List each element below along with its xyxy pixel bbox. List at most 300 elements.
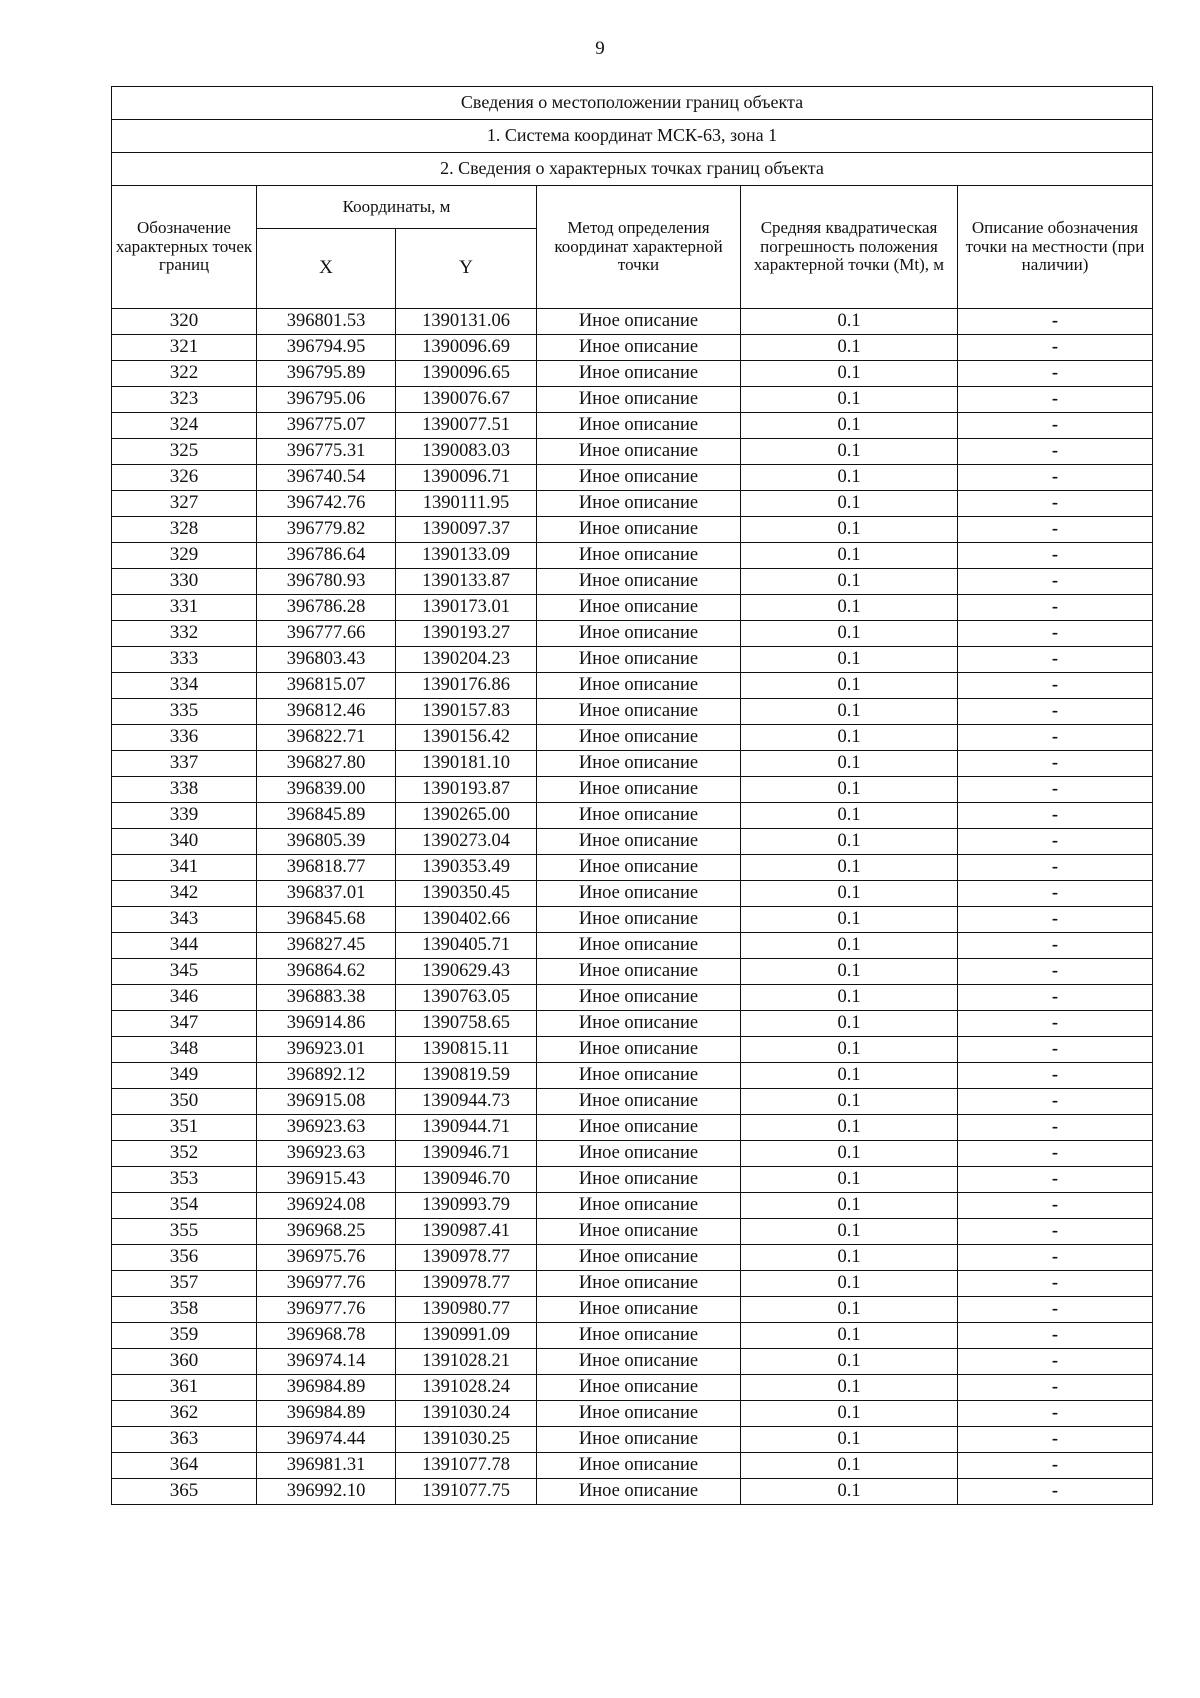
cell-y: 1390133.87 <box>396 569 537 595</box>
cell-point: 363 <box>112 1427 257 1453</box>
cell-x: 396777.66 <box>257 621 396 647</box>
cell-point: 350 <box>112 1089 257 1115</box>
cell-description: - <box>958 1375 1153 1401</box>
cell-y: 1390156.42 <box>396 725 537 751</box>
table-row <box>112 1479 1153 1505</box>
cell-method: Иное описание <box>537 361 741 387</box>
cell-x: 396827.80 <box>257 751 396 777</box>
table-row <box>112 1193 1153 1219</box>
cell-error: 0.1 <box>741 1193 958 1219</box>
cell-x: 396815.07 <box>257 673 396 699</box>
cell-y: 1390265.00 <box>396 803 537 829</box>
table-row <box>112 933 1153 959</box>
col-header-coords: Координаты, м <box>257 186 537 229</box>
cell-x: 396795.06 <box>257 387 396 413</box>
cell-point: 338 <box>112 777 257 803</box>
cell-x: 396805.39 <box>257 829 396 855</box>
col-header-description: Описание обозначения точки на местности (при наличии) <box>958 186 1153 309</box>
cell-y: 1390097.37 <box>396 517 537 543</box>
cell-x: 396864.62 <box>257 959 396 985</box>
cell-point: 322 <box>112 361 257 387</box>
cell-point: 327 <box>112 491 257 517</box>
cell-description: - <box>958 1011 1153 1037</box>
cell-error: 0.1 <box>741 933 958 959</box>
cell-point: 326 <box>112 465 257 491</box>
table-row <box>112 1349 1153 1375</box>
table-row <box>112 465 1153 491</box>
cell-y: 1390405.71 <box>396 933 537 959</box>
cell-method: Иное описание <box>537 933 741 959</box>
cell-description: - <box>958 439 1153 465</box>
cell-x: 396968.78 <box>257 1323 396 1349</box>
table-row <box>112 803 1153 829</box>
cell-point: 346 <box>112 985 257 1011</box>
cell-point: 331 <box>112 595 257 621</box>
cell-method: Иное описание <box>537 1167 741 1193</box>
table-row <box>112 959 1153 985</box>
cell-error: 0.1 <box>741 387 958 413</box>
cell-point: 335 <box>112 699 257 725</box>
cell-x: 396923.63 <box>257 1115 396 1141</box>
cell-method: Иное описание <box>537 517 741 543</box>
cell-x: 396839.00 <box>257 777 396 803</box>
cell-method: Иное описание <box>537 777 741 803</box>
table-row <box>112 673 1153 699</box>
cell-point: 362 <box>112 1401 257 1427</box>
cell-error: 0.1 <box>741 1089 958 1115</box>
cell-y: 1390946.71 <box>396 1141 537 1167</box>
cell-description: - <box>958 803 1153 829</box>
cell-y: 1391077.78 <box>396 1453 537 1479</box>
cell-y: 1391077.75 <box>396 1479 537 1505</box>
cell-x: 396984.89 <box>257 1401 396 1427</box>
cell-error: 0.1 <box>741 335 958 361</box>
cell-point: 344 <box>112 933 257 959</box>
col-header-x: X <box>257 229 396 309</box>
cell-method: Иное описание <box>537 1427 741 1453</box>
cell-y: 1391028.24 <box>396 1375 537 1401</box>
cell-y: 1390131.06 <box>396 309 537 335</box>
cell-error: 0.1 <box>741 699 958 725</box>
cell-description: - <box>958 933 1153 959</box>
table-row <box>112 1401 1153 1427</box>
cell-x: 396786.28 <box>257 595 396 621</box>
cell-y: 1390273.04 <box>396 829 537 855</box>
cell-y: 1390350.45 <box>396 881 537 907</box>
table-row <box>112 1011 1153 1037</box>
cell-x: 396977.76 <box>257 1271 396 1297</box>
cell-y: 1390076.67 <box>396 387 537 413</box>
cell-y: 1390353.49 <box>396 855 537 881</box>
cell-y: 1390077.51 <box>396 413 537 439</box>
table-row <box>112 491 1153 517</box>
cell-error: 0.1 <box>741 569 958 595</box>
cell-x: 396974.44 <box>257 1427 396 1453</box>
cell-x: 396786.64 <box>257 543 396 569</box>
cell-x: 396818.77 <box>257 855 396 881</box>
cell-point: 357 <box>112 1271 257 1297</box>
cell-description: - <box>958 1089 1153 1115</box>
cell-description: - <box>958 361 1153 387</box>
cell-error: 0.1 <box>741 1115 958 1141</box>
cell-error: 0.1 <box>741 751 958 777</box>
cell-description: - <box>958 1349 1153 1375</box>
cell-error: 0.1 <box>741 1479 958 1505</box>
cell-error: 0.1 <box>741 959 958 985</box>
table-row <box>112 569 1153 595</box>
cell-y: 1390176.86 <box>396 673 537 699</box>
cell-x: 396775.07 <box>257 413 396 439</box>
cell-description: - <box>958 335 1153 361</box>
cell-x: 396837.01 <box>257 881 396 907</box>
cell-error: 0.1 <box>741 1297 958 1323</box>
cell-method: Иное описание <box>537 1141 741 1167</box>
cell-y: 1391028.21 <box>396 1349 537 1375</box>
cell-description: - <box>958 1323 1153 1349</box>
cell-y: 1390978.77 <box>396 1271 537 1297</box>
cell-method: Иное описание <box>537 959 741 985</box>
cell-error: 0.1 <box>741 1141 958 1167</box>
cell-method: Иное описание <box>537 803 741 829</box>
cell-point: 320 <box>112 309 257 335</box>
cell-error: 0.1 <box>741 673 958 699</box>
cell-point: 360 <box>112 1349 257 1375</box>
cell-point: 351 <box>112 1115 257 1141</box>
cell-method: Иное описание <box>537 647 741 673</box>
table-body <box>112 309 1153 1505</box>
cell-point: 330 <box>112 569 257 595</box>
cell-point: 358 <box>112 1297 257 1323</box>
table-row <box>112 517 1153 543</box>
cell-description: - <box>958 959 1153 985</box>
table-row <box>112 387 1153 413</box>
cell-point: 323 <box>112 387 257 413</box>
cell-method: Иное описание <box>537 1219 741 1245</box>
cell-point: 339 <box>112 803 257 829</box>
cell-y: 1390111.95 <box>396 491 537 517</box>
cell-point: 341 <box>112 855 257 881</box>
cell-error: 0.1 <box>741 517 958 543</box>
table-row <box>112 1375 1153 1401</box>
cell-method: Иное описание <box>537 335 741 361</box>
cell-x: 396915.43 <box>257 1167 396 1193</box>
cell-y: 1390083.03 <box>396 439 537 465</box>
table-row <box>112 1037 1153 1063</box>
cell-error: 0.1 <box>741 777 958 803</box>
col-header-error: Средняя квадратическая погрешность положения характерной точки (Mt), м <box>741 186 958 309</box>
cell-y: 1390978.77 <box>396 1245 537 1271</box>
cell-method: Иное описание <box>537 1479 741 1505</box>
cell-error: 0.1 <box>741 1349 958 1375</box>
coord-system-heading: 1. Система координат МСК-63, зона 1 <box>112 120 1153 153</box>
cell-error: 0.1 <box>741 491 958 517</box>
table-row <box>112 725 1153 751</box>
cell-method: Иное описание <box>537 413 741 439</box>
cell-description: - <box>958 387 1153 413</box>
cell-error: 0.1 <box>741 361 958 387</box>
table-row <box>112 595 1153 621</box>
cell-description: - <box>958 413 1153 439</box>
cell-error: 0.1 <box>741 1375 958 1401</box>
cell-x: 396883.38 <box>257 985 396 1011</box>
table-title: Сведения о местоположении границ объекта <box>112 87 1153 120</box>
cell-error: 0.1 <box>741 621 958 647</box>
cell-description: - <box>958 465 1153 491</box>
cell-description: - <box>958 673 1153 699</box>
cell-method: Иное описание <box>537 543 741 569</box>
cell-description: - <box>958 543 1153 569</box>
cell-point: 355 <box>112 1219 257 1245</box>
cell-method: Иное описание <box>537 673 741 699</box>
col-header-point: Обозначение характерных точек границ <box>112 186 257 309</box>
cell-method: Иное описание <box>537 699 741 725</box>
cell-description: - <box>958 1297 1153 1323</box>
cell-error: 0.1 <box>741 439 958 465</box>
cell-y: 1390629.43 <box>396 959 537 985</box>
table-row <box>112 1271 1153 1297</box>
cell-y: 1390819.59 <box>396 1063 537 1089</box>
cell-method: Иное описание <box>537 595 741 621</box>
cell-x: 396801.53 <box>257 309 396 335</box>
cell-point: 352 <box>112 1141 257 1167</box>
cell-x: 396977.76 <box>257 1297 396 1323</box>
cell-description: - <box>958 1401 1153 1427</box>
cell-description: - <box>958 777 1153 803</box>
cell-y: 1390181.10 <box>396 751 537 777</box>
cell-method: Иное описание <box>537 1271 741 1297</box>
cell-point: 340 <box>112 829 257 855</box>
cell-x: 396915.08 <box>257 1089 396 1115</box>
cell-x: 396992.10 <box>257 1479 396 1505</box>
cell-method: Иное описание <box>537 1089 741 1115</box>
cell-point: 336 <box>112 725 257 751</box>
cell-description: - <box>958 881 1153 907</box>
cell-method: Иное описание <box>537 751 741 777</box>
table-row <box>112 1167 1153 1193</box>
cell-x: 396923.63 <box>257 1141 396 1167</box>
boundary-points-table <box>111 86 1153 1505</box>
cell-method: Иное описание <box>537 1063 741 1089</box>
cell-description: - <box>958 491 1153 517</box>
cell-point: 359 <box>112 1323 257 1349</box>
table-row <box>112 1245 1153 1271</box>
cell-point: 334 <box>112 673 257 699</box>
cell-x: 396822.71 <box>257 725 396 751</box>
table-row <box>112 621 1153 647</box>
cell-method: Иное описание <box>537 1349 741 1375</box>
cell-x: 396923.01 <box>257 1037 396 1063</box>
cell-x: 396845.89 <box>257 803 396 829</box>
cell-y: 1390157.83 <box>396 699 537 725</box>
cell-error: 0.1 <box>741 413 958 439</box>
cell-description: - <box>958 829 1153 855</box>
table-row <box>112 1453 1153 1479</box>
table-row <box>112 413 1153 439</box>
cell-point: 337 <box>112 751 257 777</box>
cell-y: 1390096.65 <box>396 361 537 387</box>
cell-point: 353 <box>112 1167 257 1193</box>
cell-description: - <box>958 1115 1153 1141</box>
cell-description: - <box>958 855 1153 881</box>
cell-description: - <box>958 1479 1153 1505</box>
cell-description: - <box>958 1245 1153 1271</box>
cell-x: 396794.95 <box>257 335 396 361</box>
cell-point: 365 <box>112 1479 257 1505</box>
cell-method: Иное описание <box>537 1401 741 1427</box>
cell-error: 0.1 <box>741 1167 958 1193</box>
section-heading: 2. Сведения о характерных точках границ объекта <box>112 153 1153 186</box>
cell-description: - <box>958 907 1153 933</box>
cell-error: 0.1 <box>741 1037 958 1063</box>
cell-x: 396924.08 <box>257 1193 396 1219</box>
cell-y: 1390944.71 <box>396 1115 537 1141</box>
cell-x: 396984.89 <box>257 1375 396 1401</box>
table-row <box>112 439 1153 465</box>
cell-method: Иное описание <box>537 569 741 595</box>
cell-method: Иное описание <box>537 829 741 855</box>
table-row <box>112 1141 1153 1167</box>
cell-method: Иное описание <box>537 621 741 647</box>
cell-error: 0.1 <box>741 1063 958 1089</box>
cell-error: 0.1 <box>741 881 958 907</box>
cell-description: - <box>958 1453 1153 1479</box>
cell-point: 324 <box>112 413 257 439</box>
table-row <box>112 335 1153 361</box>
cell-x: 396740.54 <box>257 465 396 491</box>
cell-error: 0.1 <box>741 1323 958 1349</box>
cell-point: 329 <box>112 543 257 569</box>
cell-description: - <box>958 985 1153 1011</box>
cell-error: 0.1 <box>741 1401 958 1427</box>
cell-y: 1390758.65 <box>396 1011 537 1037</box>
cell-y: 1390763.05 <box>396 985 537 1011</box>
cell-error: 0.1 <box>741 595 958 621</box>
cell-method: Иное описание <box>537 1011 741 1037</box>
cell-y: 1390096.69 <box>396 335 537 361</box>
cell-x: 396775.31 <box>257 439 396 465</box>
table-row <box>112 1089 1153 1115</box>
cell-x: 396780.93 <box>257 569 396 595</box>
cell-y: 1390096.71 <box>396 465 537 491</box>
cell-point: 321 <box>112 335 257 361</box>
cell-x: 396795.89 <box>257 361 396 387</box>
cell-y: 1390987.41 <box>396 1219 537 1245</box>
cell-y: 1390193.87 <box>396 777 537 803</box>
page-number: 9 <box>595 38 605 59</box>
cell-description: - <box>958 1141 1153 1167</box>
cell-description: - <box>958 699 1153 725</box>
cell-x: 396974.14 <box>257 1349 396 1375</box>
cell-description: - <box>958 569 1153 595</box>
cell-error: 0.1 <box>741 309 958 335</box>
cell-point: 333 <box>112 647 257 673</box>
cell-point: 354 <box>112 1193 257 1219</box>
cell-y: 1390173.01 <box>396 595 537 621</box>
cell-description: - <box>958 1167 1153 1193</box>
cell-description: - <box>958 595 1153 621</box>
col-header-y: Y <box>396 229 537 309</box>
cell-y: 1391030.24 <box>396 1401 537 1427</box>
cell-description: - <box>958 621 1153 647</box>
cell-error: 0.1 <box>741 907 958 933</box>
cell-y: 1390204.23 <box>396 647 537 673</box>
table-row <box>112 881 1153 907</box>
cell-error: 0.1 <box>741 829 958 855</box>
cell-y: 1390980.77 <box>396 1297 537 1323</box>
cell-method: Иное описание <box>537 1037 741 1063</box>
cell-error: 0.1 <box>741 803 958 829</box>
cell-y: 1391030.25 <box>396 1427 537 1453</box>
cell-method: Иное описание <box>537 1323 741 1349</box>
cell-point: 328 <box>112 517 257 543</box>
cell-y: 1390402.66 <box>396 907 537 933</box>
cell-method: Иное описание <box>537 1115 741 1141</box>
table-row <box>112 1219 1153 1245</box>
cell-y: 1390815.11 <box>396 1037 537 1063</box>
cell-x: 396975.76 <box>257 1245 396 1271</box>
table-row <box>112 309 1153 335</box>
table-row <box>112 647 1153 673</box>
cell-method: Иное описание <box>537 855 741 881</box>
cell-error: 0.1 <box>741 855 958 881</box>
cell-x: 396914.86 <box>257 1011 396 1037</box>
cell-method: Иное описание <box>537 1453 741 1479</box>
cell-point: 325 <box>112 439 257 465</box>
table-row <box>112 1323 1153 1349</box>
cell-point: 361 <box>112 1375 257 1401</box>
cell-error: 0.1 <box>741 1427 958 1453</box>
cell-error: 0.1 <box>741 465 958 491</box>
cell-method: Иное описание <box>537 491 741 517</box>
cell-error: 0.1 <box>741 985 958 1011</box>
cell-point: 345 <box>112 959 257 985</box>
cell-error: 0.1 <box>741 647 958 673</box>
table-row <box>112 699 1153 725</box>
cell-method: Иное описание <box>537 1375 741 1401</box>
table-row <box>112 1063 1153 1089</box>
cell-method: Иное описание <box>537 1297 741 1323</box>
cell-description: - <box>958 309 1153 335</box>
table-row <box>112 361 1153 387</box>
cell-error: 0.1 <box>741 1453 958 1479</box>
cell-y: 1390946.70 <box>396 1167 537 1193</box>
cell-description: - <box>958 751 1153 777</box>
cell-method: Иное описание <box>537 1245 741 1271</box>
cell-description: - <box>958 1219 1153 1245</box>
cell-description: - <box>958 1193 1153 1219</box>
cell-method: Иное описание <box>537 309 741 335</box>
cell-method: Иное описание <box>537 387 741 413</box>
cell-x: 396892.12 <box>257 1063 396 1089</box>
table-row <box>112 855 1153 881</box>
cell-x: 396981.31 <box>257 1453 396 1479</box>
cell-description: - <box>958 1063 1153 1089</box>
cell-error: 0.1 <box>741 725 958 751</box>
table-row <box>112 907 1153 933</box>
cell-y: 1390993.79 <box>396 1193 537 1219</box>
cell-x: 396779.82 <box>257 517 396 543</box>
table-row <box>112 1427 1153 1453</box>
cell-point: 332 <box>112 621 257 647</box>
cell-method: Иное описание <box>537 465 741 491</box>
table-row <box>112 985 1153 1011</box>
cell-description: - <box>958 1037 1153 1063</box>
cell-method: Иное описание <box>537 725 741 751</box>
table-row <box>112 751 1153 777</box>
cell-point: 343 <box>112 907 257 933</box>
cell-y: 1390133.09 <box>396 543 537 569</box>
cell-y: 1390991.09 <box>396 1323 537 1349</box>
